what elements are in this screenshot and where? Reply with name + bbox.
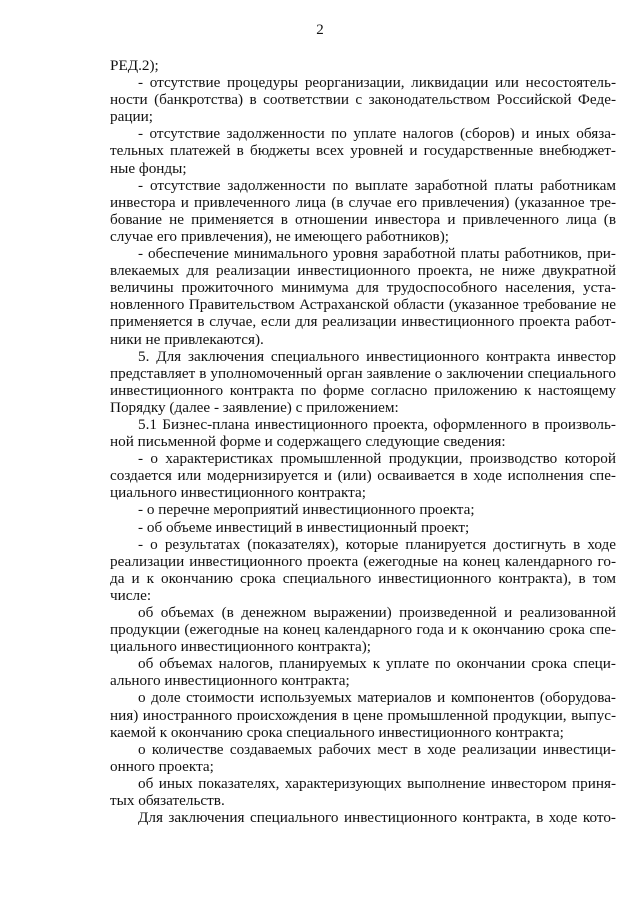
text-line: представляет в уполномоченный орган заявление о заключении специального [110,364,616,382]
text-line: о количестве создаваемых рабочих мест в ходе реализации инвестици- [138,740,616,758]
paragraph [110,450,616,501]
text-line: ности (банкротства) в соответствии с законодательством Российской Феде- [110,91,616,109]
text-line: об объемах налогов, планируемых к уплате по окончании срока специ- [138,655,616,673]
text-line: ники не привлекаются). [110,330,264,348]
text-line: рации; [110,108,153,126]
text-line: ния) иностранного происхождения в цене промышленной продукции, выпус- [110,706,616,724]
text-line: Порядку (далее - заявление) с приложением: [110,398,399,416]
text-line: - о перечне мероприятий инвестиционного проекта; [138,501,475,519]
text-line: величины прожиточного минимума для трудоспособного населения, уста- [110,279,616,297]
paragraph [110,177,616,245]
text-line: об объемах (в денежном выражении) произведенной и реализованной [138,604,616,621]
paragraph [110,57,616,74]
text-line: - о характеристиках промышленной продукции, производство которой [138,450,616,468]
text-line: - об объеме инвестиций в инвестиционный проект; [138,518,470,536]
paragraph [110,348,616,416]
page-number: 2 [316,22,324,38]
document-body [110,57,616,826]
paragraph [110,741,616,775]
text-line: - отсутствие задолженности по уплате налогов (сборов) и иных обяза- [138,125,616,143]
text-line: тельных платежей в бюджеты всех уровней и государственные внебюджет- [110,142,616,160]
paragraph [110,245,616,348]
paragraph [110,655,616,689]
text-line: циального инвестиционного контракта; [110,484,366,502]
paragraph [110,74,616,125]
text-line: - обеспечение минимального уровня заработной платы работников, при- [138,245,616,263]
paragraph [110,125,616,176]
text-line: ального инвестиционного контракта; [110,672,350,690]
paragraph [110,604,616,655]
text-line: числе: [110,586,152,604]
text-line: новленного Правительством Астраханской области (указанное требование не [110,296,616,314]
text-line: тых обязательств. [110,792,225,810]
text-line: продукции (ежегодные на конец календарного года и к окончанию срока спе- [110,621,616,639]
text-line: бование не применяется в отношении инвестора и привлеченного лица (в [110,210,616,228]
paragraph [110,689,616,740]
text-line: случае его привлечения), не имеющего работников); [110,227,450,245]
text-line: влекаемых для реализации инвестиционного проекта, не ниже двукратной [110,262,616,280]
text-line: об иных показателях, характеризующих выполнение инвестором приня- [138,774,616,792]
text-line: онного проекта; [110,757,214,775]
text-line: РЕД.2); [110,57,159,74]
paragraph [110,536,616,604]
text-line: ной письменной форме и содержащего следующие сведения: [110,433,506,451]
text-line: - отсутствие задолженности по выплате заработной платы работникам [138,176,616,194]
text-line: Для заключения специального инвестиционного контракта, в ходе кото- [138,809,616,827]
text-line: каемой к окончанию срока специального инвестиционного контракта; [110,723,564,741]
paragraph [110,809,616,826]
text-line: циального инвестиционного контракта); [110,638,372,656]
text-line: о доле стоимости используемых материалов и компонентов (оборудова- [138,689,616,707]
paragraph [110,775,616,809]
text-line: инвестора и привлеченного лица (в случае его привлечения) (указанное тре- [110,193,616,211]
text-line: создается или модернизируется и (или) осваивается в ходе исполнения спе- [110,467,616,485]
text-line: ные фонды; [110,159,187,177]
paragraph [110,501,616,518]
text-line: - отсутствие процедуры реорганизации, ликвидации или несостоятель- [138,74,616,92]
paragraph [110,416,616,450]
text-line: - о результатах (показателях), которые планируется достигнуть в ходе [138,535,616,553]
text-line: реализации инвестиционного проекта (ежегодные на конец календарного го- [110,552,616,570]
text-line: да и к окончанию срока специального инвестиционного контракта), в том [110,569,616,587]
text-line: инвестиционного контракта по форме согласно приложению к настоящему [110,381,616,399]
text-line: 5.1 Бизнес-плана инвестиционного проекта, оформленного в произволь- [138,415,616,433]
text-line: применяется в случае, если для реализации инвестиционного проекта работ- [110,313,616,331]
paragraph [110,519,616,536]
text-line: 5. Для заключения специального инвестиционного контракта инвестор [138,347,616,365]
